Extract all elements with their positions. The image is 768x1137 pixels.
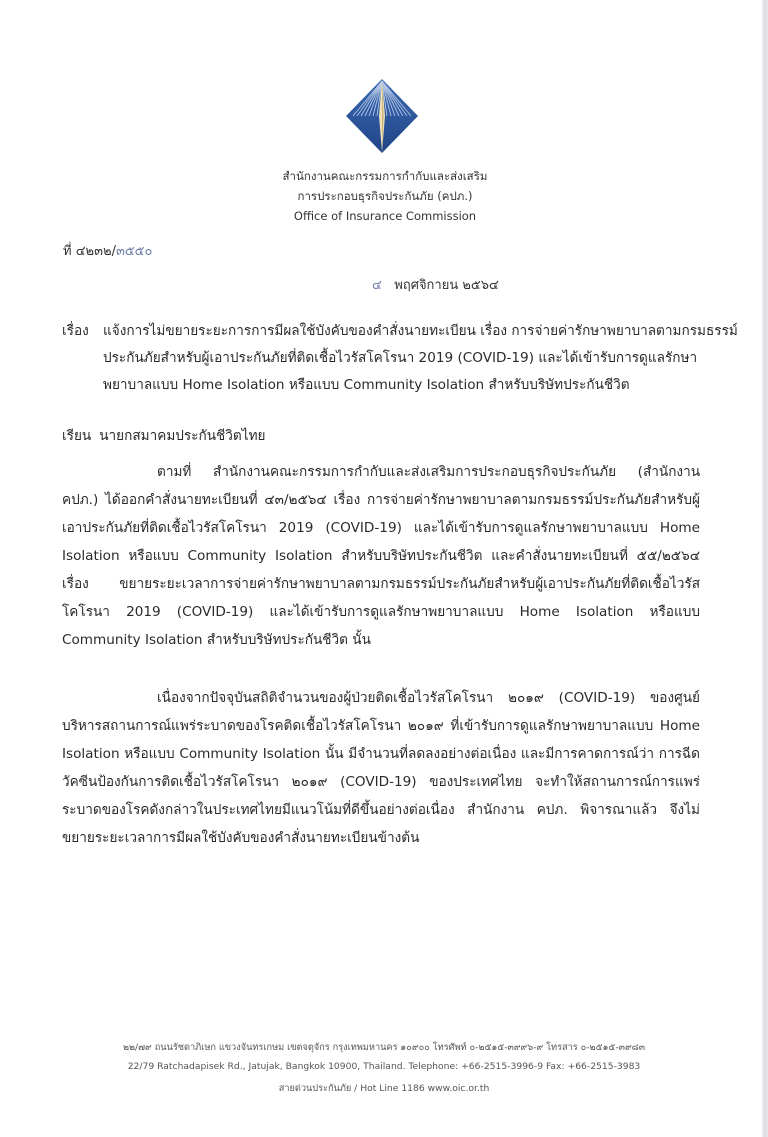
reference-number (63, 240, 152, 261)
org-name-th-line2: การประกอบธุรกิจประกันภัย (คปภ.) (297, 189, 473, 203)
body-paragraph-1: ตามที่ สำนักงานคณะกรรมการกำกับและส่งเสริมการประกอบธุรกิจประกันภัย (สำนักงาน คปภ.) ได้ออกคำสั่งนายทะเบียนที่ ๔๓/๒๕๖๔ เรื่อง การจ่ายค่ารักษาพยาบาลตามกรมธรรม์ประกันภัยสำหรับผู้เอาประกันภัยที่ติดเชื้อไวรัสโคโรนา 2019 (COVID-19) และได้เข้ารับการดูแลรักษาพยาบาลแบบ Home Isolation หรือแบบ Community Isolation สำหรับบริษัทประกันชีวิต และคำสั่งนายทะเบียนที่ ๕๕/๒๕๖๔ เรื่อง ขยายระยะเวลาการจ่ายค่ารักษาพยาบาลตามกรมธรรม์ประกันภัยสำหรับผู้เอาประกันภัยที่ติดเชื้อไวรัสโคโรนา 2019 (COVID-19) และได้เข้ารับการดูแลรักษาพยาบาลแบบ Home Isolation หรือแบบ Community Isolation สำหรับบริษัทประกันชีวิต นั้น (62, 464, 700, 648)
document-date (372, 274, 499, 295)
footer-hotline: สายด่วนประกันภัย / Hot Line 1186 www.oic.or.th (278, 1083, 490, 1094)
oic-diamond-logo-icon (345, 78, 419, 154)
subject-block (62, 318, 742, 399)
organization-header (240, 166, 530, 226)
body-paragraph-2: เนื่องจากปัจจุบันสถิติจำนวนของผู้ป่วยติดเชื้อไวรัสโคโรนา ๒๐๑๙ (COVID-19) ของศูนย์บริหารสถานการณ์แพร่ระบาดของโรคติดเชื้อไวรัสโคโรนา ๒๐๑๙ ที่เข้ารับการดูแลรักษาพยาบาลแบบ Home Isolation หรือแบบ Community Isolation นั้น มีจำนวนที่ลดลงอย่างต่อเนื่อง และมีการคาดการณ์ว่า การฉีดวัคซีนป้องกันการติดเชื้อไวรัสโคโรนา ๒๐๑๙ (COVID-19) ของประเทศไทย จะทำให้สถานการณ์การแพร่ระบาดของโรคดังกล่าวในประเทศไทยมีแนวโน้มที่ดีขึ้นอย่างต่อเนื่อง สำนักงาน คปภ. พิจารณาแล้ว จึงไม่ขยายระยะเวลาการมีผลใช้บังคับของคำสั่งนายทะเบียนข้างต้น (62, 690, 700, 846)
page-edge (762, 0, 768, 1137)
date-day: ๔ (372, 278, 382, 293)
org-name-en: Office of Insurance Commission (293, 209, 477, 223)
footer-address-th: ๒๒/๗๙ ถนนรัชดาภิเษก แขวงจันทรเกษม เขตจตุจักร กรุงเทพมหานคร ๑๐๙๐๐ โทรศัพท์ ๐-๒๕๑๕-๓๙๙๖-๙ โทรสาร ๐-๒๕๑๕-๓๙๘๓ (122, 1042, 646, 1053)
org-name-th-line1: สำนักงานคณะกรรมการกำกับและส่งเสริม (282, 169, 488, 183)
subject-text: แจ้งการไม่ขยายระยะการการมีผลใช้บังคับของคำสั่งนายทะเบียน เรื่อง การจ่ายค่ารักษาพยาบาลตามกรมธรรม์ประกันภัยสำหรับผู้เอาประกันภัยที่ติดเชื้อไวรัสโคโรนา 2019 (COVID-19) และได้เข้ารับการดูแลรักษาพยาบาลแบบ Home Isolation หรือแบบ Community Isolation สำหรับบริษัทประกันชีวิต (103, 323, 738, 393)
reference-number-filled: ๓๕๕๐ (115, 244, 153, 259)
subject-label: เรื่อง (62, 323, 89, 339)
salutation-label: เรียน (62, 428, 92, 444)
salutation (62, 424, 266, 446)
date-month-year: พฤศจิกายน ๒๕๖๔ (394, 278, 499, 293)
reference-number-printed: ๔๒๓๒/ (75, 244, 116, 259)
reference-prefix: ที่ (63, 244, 76, 259)
salutation-recipient: นายกสมาคมประกันชีวิตไทย (99, 428, 266, 444)
footer-address-en: 22/79 Ratchadapisek Rd., Jatujak, Bangkok 10900, Thailand. Telephone: +66-2515-3996-9 Fax: +66-2515-3983 (127, 1061, 641, 1072)
